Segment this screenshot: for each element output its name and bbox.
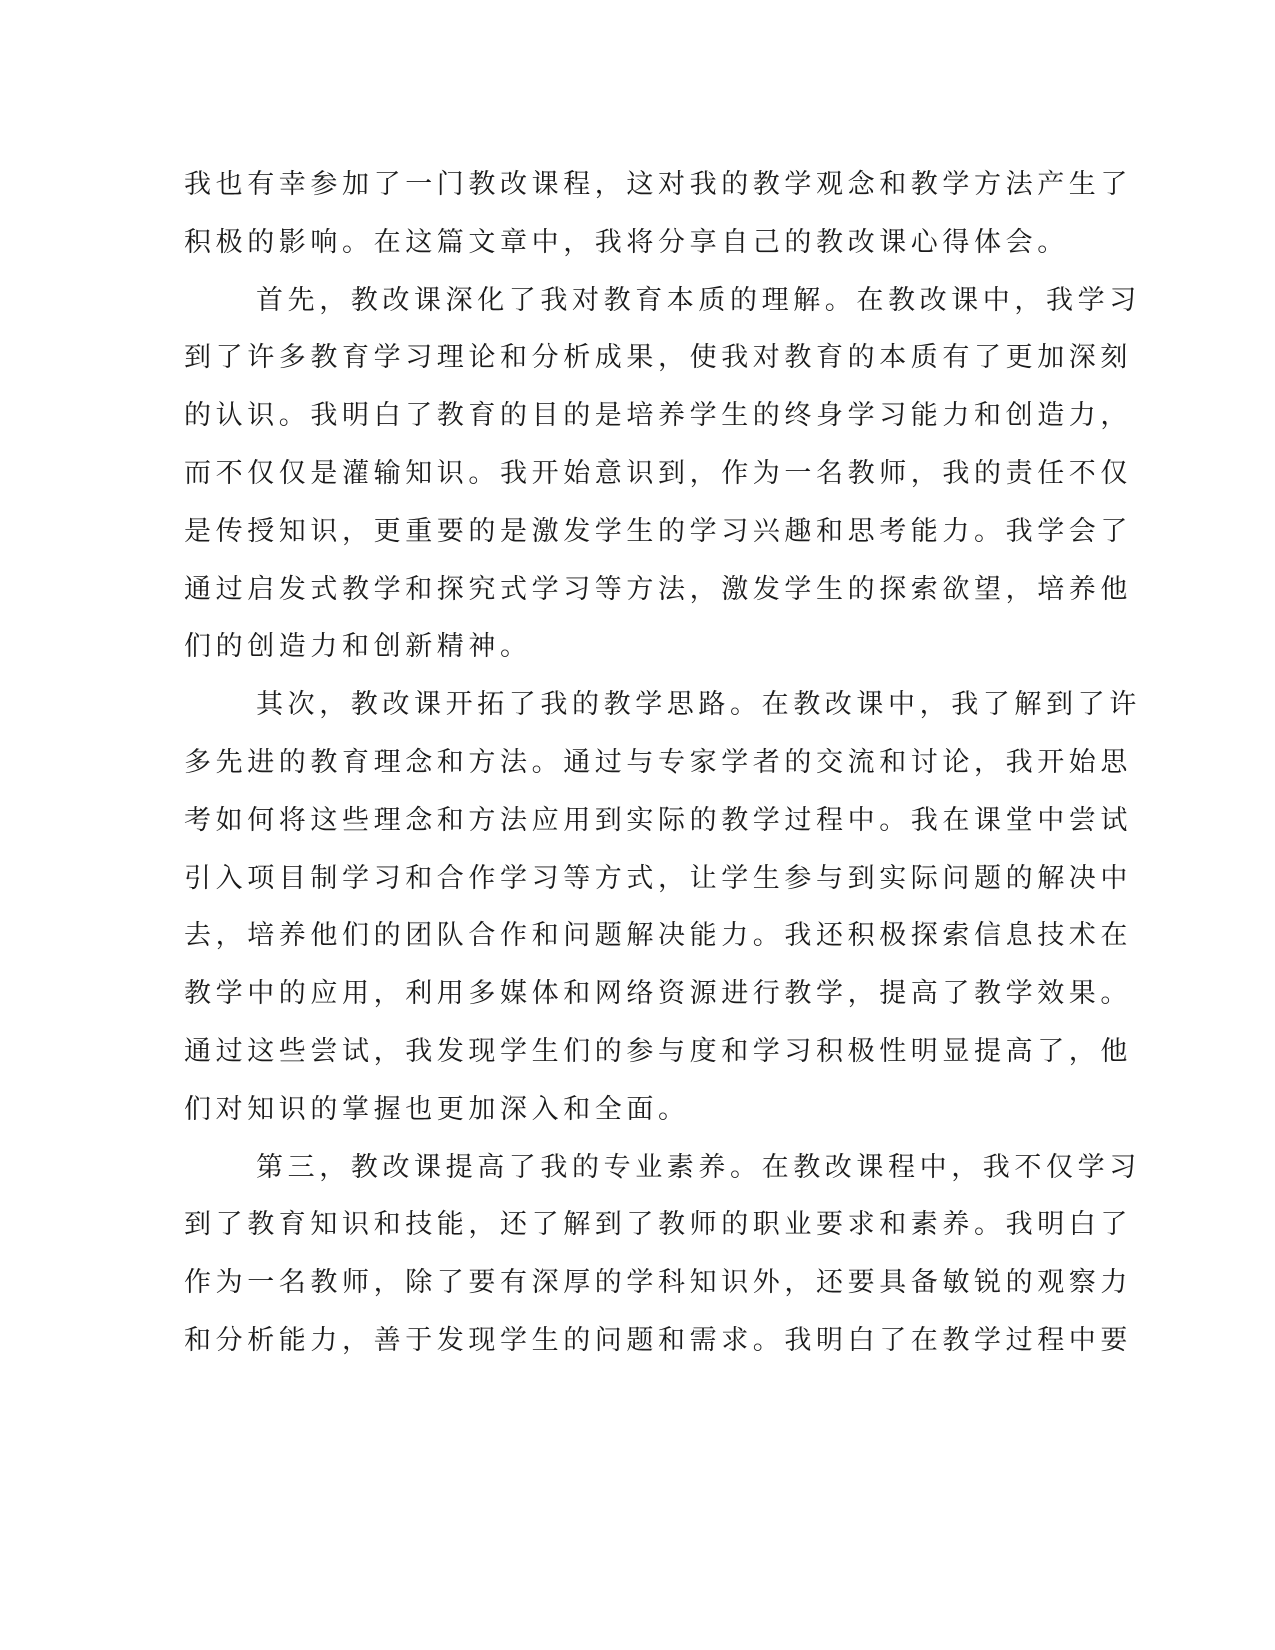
text-line: 作为一名教师，除了要有深厚的学科知识外，还要具备敏锐的观察力 [184,1267,1132,1299]
text-line: 是传授知识，更重要的是激发学生的学习兴趣和思考能力。我学会了 [184,515,1132,547]
text-line: 多先进的教育理念和方法。通过与专家学者的交流和讨论，我开始思 [184,746,1132,778]
text-line: 通过这些尝试，我发现学生们的参与度和学习积极性明显提高了，他 [184,1035,1132,1067]
paragraph [184,272,1141,677]
document-body [184,156,1141,1370]
text-line: 第三，教改课提高了我的专业素养。在教改课程中，我不仅学习 [256,1151,1141,1183]
text-line: 到了教育知识和技能，还了解到了教师的职业要求和素养。我明白了 [184,1209,1132,1241]
paragraph [184,156,1132,272]
paragraph [184,676,1141,1138]
text-line: 去，培养他们的团队合作和问题解决能力。我还积极探索信息技术在 [184,920,1132,952]
text-line: 首先，教改课深化了我对教育本质的理解。在教改课中，我学习 [256,284,1141,316]
text-line: 积极的影响。在这篇文章中，我将分享自己的教改课心得体会。 [184,226,1069,258]
text-line: 引入项目制学习和合作学习等方式，让学生参与到实际问题的解决中 [184,862,1132,894]
text-line: 而不仅仅是灌输知识。我开始意识到，作为一名教师，我的责任不仅 [184,457,1132,489]
text-line: 到了许多教育学习理论和分析成果，使我对教育的本质有了更加深刻 [184,342,1132,374]
text-line: 考如何将这些理念和方法应用到实际的教学过程中。我在课堂中尝试 [184,804,1132,836]
text-line: 其次，教改课开拓了我的教学思路。在教改课中，我了解到了许 [256,689,1141,721]
text-line: 的认识。我明白了教育的目的是培养学生的终身学习能力和创造力， [184,400,1132,432]
text-line: 们对知识的掌握也更加深入和全面。 [184,1093,690,1125]
text-line: 教学中的应用，利用多媒体和网络资源进行教学，提高了教学效果。 [184,978,1132,1010]
text-line: 通过启发式教学和探究式学习等方法，激发学生的探索欲望，培养他 [184,573,1132,605]
text-line: 和分析能力，善于发现学生的问题和需求。我明白了在教学过程中要 [184,1324,1132,1356]
text-line: 我也有幸参加了一门教改课程，这对我的教学观念和教学方法产生了 [184,169,1132,200]
paragraph [184,1139,1141,1370]
text-line: 们的创造力和创新精神。 [184,631,532,663]
